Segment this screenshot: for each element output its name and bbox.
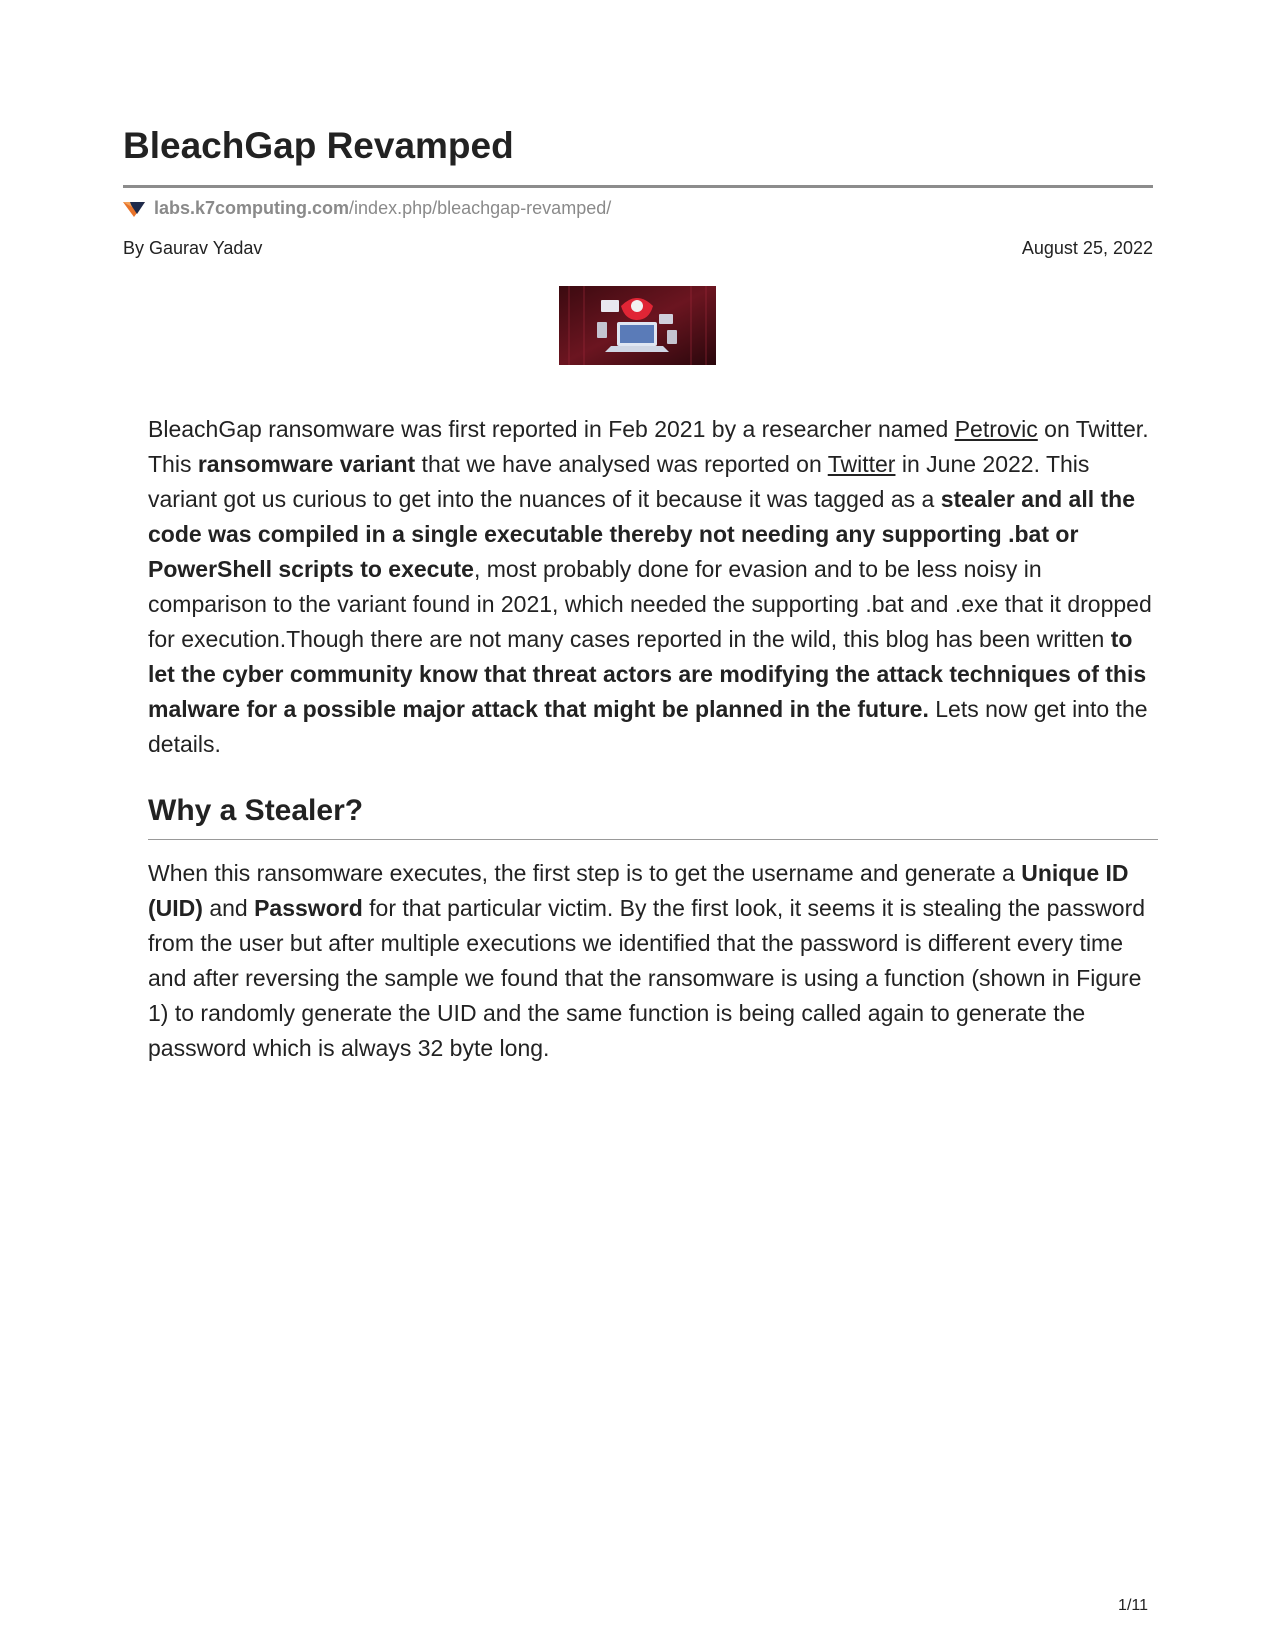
section_para-text: When this ransomware executes, the first step is to get the username and generate a: [148, 860, 1022, 886]
intro-text: BleachGap ransomware was first reported in Feb 2021 by a researcher named: [148, 416, 955, 442]
source-path: /index.php/bleachgap-revamped/: [349, 198, 612, 218]
intro-paragraph: [148, 412, 1158, 762]
intro-text: Lets now get into the details.: [148, 696, 1148, 757]
publish-date: August 25, 2022: [1021, 238, 1153, 258]
author-byline: By Gaurav Yadav: [123, 238, 263, 258]
intro-bold-text: to let the cyber community know that threat actors are modifying the attack techniques of this malware for a possible major attack that might be planned in the future.: [148, 626, 1147, 722]
link-petrovic[interactable]: Petrovic: [954, 416, 1038, 442]
title-divider: [123, 185, 1153, 188]
intro-text: on Twitter. This: [148, 416, 1149, 477]
page-number: 1/11: [1118, 1597, 1148, 1614]
page-title: BleachGap Revamped: [123, 125, 514, 166]
section_para-bold-text: Unique ID (UID): [148, 860, 1129, 921]
intro-text: in June 2022. This variant got us curious to get into the nuances of it because it was tagged as a: [148, 451, 1090, 512]
k7-logo-icon: [123, 200, 145, 218]
intro-bold-text: stealer and all the code was compiled in a single executable thereby not needing any supporting .bat or PowerShell scripts to execute: [148, 486, 1136, 582]
section-heading: Why a Stealer?: [148, 793, 1158, 840]
source-domain: labs.k7computing.com: [154, 198, 350, 218]
article-body: [148, 412, 1158, 1066]
intro-text: that we have analysed was reported on: [415, 451, 828, 477]
link-twitter[interactable]: Twitter: [827, 451, 896, 477]
intro-text: , most probably done for evasion and to be less noisy in comparison to the variant found in 2021, which needed the supporting .bat and .exe that it dropped for execution.Though there are not many cases reported in the wild, this blog has been written: [148, 556, 1152, 652]
section-paragraph: [148, 856, 1158, 1066]
section_para-text: for that particular victim. By the first look, it seems it is stealing the password from the user but after multiple executions we identified that the password is different every time and after reversing the sample we found that the ransomware is using a function (shown in Figure 1) to randomly generate the UID and the same function is being called again to generate the password which is always 32 byte long.: [148, 895, 1146, 1061]
section_para-text: and: [202, 895, 255, 921]
source-link[interactable]: [123, 198, 611, 219]
hero-image: [559, 286, 716, 365]
section_para-bold-text: Password: [254, 895, 363, 921]
intro-bold-text: ransomware variant: [197, 451, 416, 477]
